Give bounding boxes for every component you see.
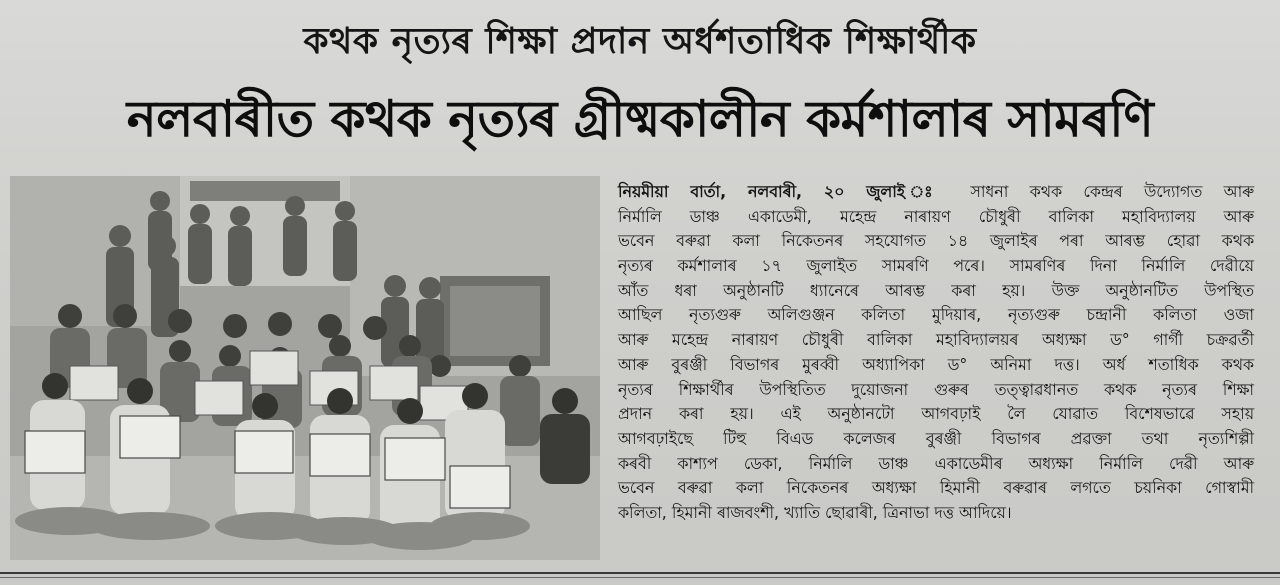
article-line: আৰু বুৰঞ্জী বিভাগৰ মুৰব্বী অধ্যাপিকা ড° অনিমা দত্ত। অৰ্ধ শতাধিক কথক	[618, 354, 1254, 374]
article-line: ভবেন বৰুৱা কলা নিকেতনৰ অধ্যক্ষা হিমানী বৰুৱাৰ লগতে চয়নিকা গোস্বামী	[618, 478, 1254, 498]
article-line: প্ৰদান কৰা হয়। এই অনুষ্ঠানটো আগবঢ়াই লৈ যোৱাত বিশেষভাৱে সহায়	[618, 404, 1254, 424]
article-line: আগবঢ়াইছে টিহু বিএড কলেজৰ বুৰঞ্জী বিভাগৰ প্ৰৱক্তা তথা নৃত্যশিল্পী	[618, 428, 1254, 448]
article-body	[618, 180, 1254, 526]
article-line: ভবেন বৰুৱা কলা নিকেতনৰ সহযোগত ১৪ জুলাইৰ পৰা আৰম্ভ হোৱা কথক	[618, 231, 1254, 251]
article-line: কৰবী কাশ্যপ ডেকা, নিৰ্মালি ডাঞ্চ একাডেমীৰ অধ্যক্ষা নিৰ্মালি দেৱী আৰু	[618, 453, 1254, 473]
article-line: আৰু মহেন্দ্ৰ নাৰায়ণ চৌধুৰী বালিকা মহাবিদ্যালয়ৰ অধ্যক্ষা ড° গাৰ্গী চক্ৰৱৰ্তী	[618, 330, 1254, 350]
article-line-text: সাধনা কথক কেন্দ্ৰৰ উদ্যোগত আৰু	[970, 182, 1254, 201]
group-photo-graphic	[10, 176, 600, 560]
dateline: নিয়মীয়া বাৰ্তা, নলবাৰী, ২০ জুলাই ঃ	[618, 182, 949, 201]
article-line: কলিতা, হিমানী ৰাজবংশী, খ্যাতি ছোৱাৰী, ত্ৰিনাভা দত্ত আদিয়ে।	[618, 502, 1012, 522]
article-line: আঁত ধৰা অনুষ্ঠানটি ধ্যানেৰে আৰম্ভ কৰা হয়। উক্ত অনুষ্ঠানটিত উপস্থিত	[618, 280, 1254, 300]
article-line: নিৰ্মালি ডাঞ্চ একাডেমী, মহেন্দ্ৰ নাৰায়ণ চৌধুৰী বালিকা মহাবিদ্যালয় আৰু	[618, 206, 1254, 226]
kicker-headline: কথক নৃত্যৰ শিক্ষা প্ৰদান অৰ্ধশতাধিক শিক্ষাৰ্থীক	[303, 21, 977, 62]
article-line: নৃত্যৰ শিক্ষাৰ্থীৰ উপস্থিতিত দুয়োজনা গুৰুৰ তত্ত্বাৱধানত কথক নৃত্যৰ শিক্ষা	[618, 379, 1254, 399]
main-headline: নলবাৰীত কথক নৃত্যৰ গ্ৰীষ্মকালীন কৰ্মশালাৰ সামৰণি	[126, 90, 1154, 148]
article-line: আছিল নৃত্যগুৰু অলিগুঞ্জন কলিতা মুদিয়াৰ, নৃত্যগুৰু চন্দ্ৰানী কলিতা ওজা	[618, 305, 1254, 325]
article-line: নৃত্যৰ কৰ্মশালাৰ ১৭ জুলাইত সামৰণি পৰে। সামৰণিৰ দিনা নিৰ্মালি দেৱীয়ে	[618, 256, 1254, 276]
column-rule	[0, 572, 1280, 574]
article-line	[618, 180, 1254, 205]
column-rule	[0, 577, 1280, 578]
group-photo	[10, 176, 600, 560]
